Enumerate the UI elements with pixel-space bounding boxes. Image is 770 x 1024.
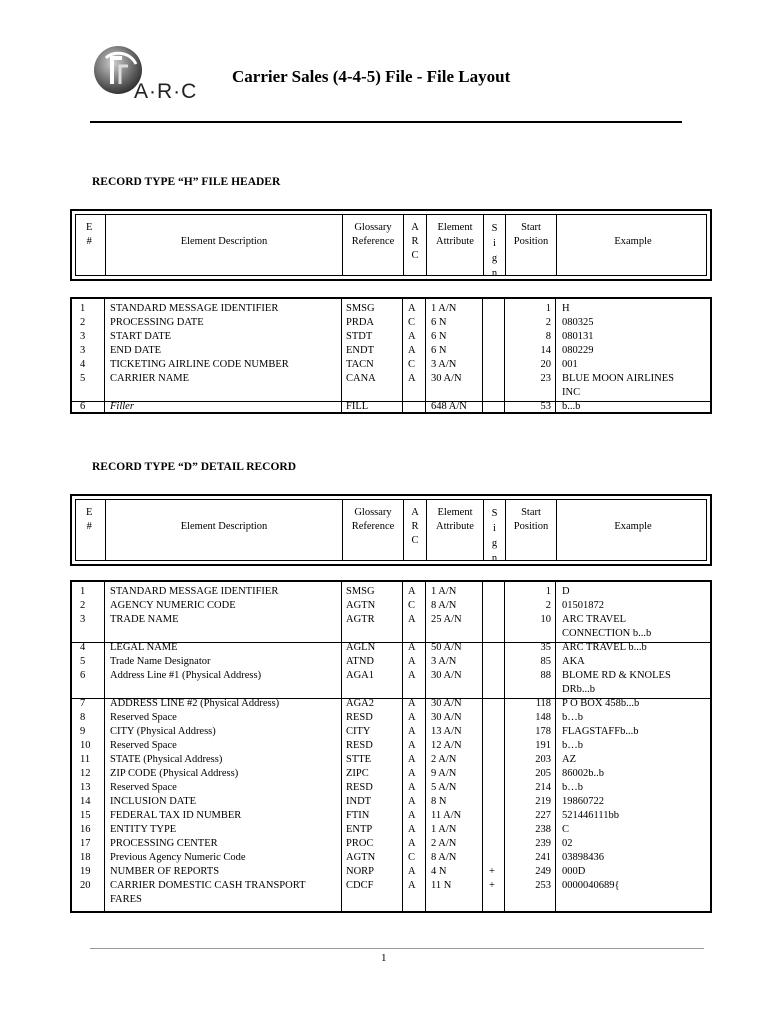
table-row [72, 837, 710, 851]
element-description: TRADE NAME [110, 614, 179, 625]
row-number: 1 [80, 586, 86, 597]
table-row [72, 711, 710, 725]
element-description: Reserved Space [110, 740, 177, 751]
section-h-table [70, 297, 712, 414]
glossary-reference: AGTN [346, 852, 376, 863]
arc-code: A [408, 345, 416, 356]
element-attribute: 3 A/N [431, 359, 457, 370]
arc-code: A [408, 614, 416, 625]
arc-code: A [408, 726, 416, 737]
table-row [72, 613, 710, 641]
element-description: INCLUSION DATE [110, 796, 197, 807]
element-attribute: 30 A/N [431, 373, 462, 384]
start-position: 214 [535, 782, 551, 793]
element-description: LEGAL NAME [110, 642, 178, 653]
example-value: C [562, 824, 570, 835]
table-row [72, 400, 710, 414]
arc-code: A [408, 740, 416, 751]
glossary-reference: SMSG [346, 303, 375, 314]
start-position: 2 [545, 600, 551, 611]
element-attribute: 8 A/N [431, 600, 457, 611]
table-row [72, 302, 710, 316]
element-description: Address Line #1 (Physical Address) [110, 670, 262, 681]
element-attribute: 648 A/N [431, 401, 467, 412]
section-d-column-header [70, 494, 712, 566]
row-number: 8 [80, 712, 86, 723]
arc-code: A [408, 331, 416, 342]
glossary-reference: STTE [346, 754, 372, 765]
start-position: 148 [535, 712, 551, 723]
element-description: AGENCY NUMERIC CODE [110, 600, 236, 611]
arc-code: A [408, 796, 416, 807]
row-number: 2 [80, 600, 86, 611]
table-row [72, 372, 710, 400]
arc-code: A [408, 586, 416, 597]
start-position: 227 [535, 810, 551, 821]
row-number: 4 [80, 359, 86, 370]
col-sign-header: S i g n [491, 508, 498, 564]
arc-code: A [408, 656, 416, 667]
section-d-title: RECORD TYPE “D” DETAIL RECORD [92, 461, 297, 473]
start-position: 53 [540, 401, 551, 412]
col-attr-header: Element Attribute [436, 507, 474, 532]
element-description: START DATE [110, 331, 172, 342]
glossary-reference: FTIN [346, 810, 370, 821]
element-description: Filler [110, 401, 134, 412]
glossary-reference: ENTP [346, 824, 373, 835]
sign-flag: + [489, 880, 495, 891]
start-position: 191 [535, 740, 551, 751]
arc-code: A [408, 303, 416, 314]
row-number: 6 [80, 401, 86, 412]
start-position: 88 [540, 670, 551, 681]
row-number: 16 [80, 824, 91, 835]
table-row [72, 795, 710, 809]
element-attribute: 8 N [431, 796, 447, 807]
start-position: 2 [545, 317, 551, 328]
table-row [72, 823, 710, 837]
glossary-reference: AGLN [346, 642, 376, 653]
example-value: b…b [562, 782, 583, 793]
row-number: 5 [80, 373, 86, 384]
glossary-reference: CITY [346, 726, 371, 737]
element-description: CARRIER DOMESTIC CASH TRANSPORT FARES [110, 880, 306, 905]
arc-code: A [408, 838, 416, 849]
glossary-reference: RESD [346, 782, 373, 793]
example-value: 080229 [562, 345, 594, 356]
example-value: P O BOX 458b...b [562, 698, 640, 709]
element-attribute: 12 A/N [431, 740, 462, 751]
table-row [72, 316, 710, 330]
glossary-reference: AGA2 [346, 698, 374, 709]
start-position: 249 [535, 866, 551, 877]
element-attribute: 30 A/N [431, 712, 462, 723]
table-row [72, 697, 710, 711]
element-description: ADDRESS LINE #2 (Physical Address) [110, 698, 280, 709]
table-row [72, 865, 710, 879]
example-value: ARC TRAVEL CONNECTION b...b [562, 614, 652, 639]
start-position: 85 [540, 656, 551, 667]
glossary-reference: AGTR [346, 614, 375, 625]
element-description: Previous Agency Numeric Code [110, 852, 246, 863]
arc-code: A [408, 754, 416, 765]
table-row [72, 358, 710, 372]
page-number: 1 [381, 952, 387, 964]
col-glossary-header: Glossary Reference [351, 222, 395, 247]
start-position: 219 [535, 796, 551, 807]
element-attribute: 4 N [431, 866, 447, 877]
element-description: END DATE [110, 345, 162, 356]
table-row [72, 655, 710, 669]
start-position: 238 [535, 824, 551, 835]
document-title: Carrier Sales (4-4-5) File - File Layout [232, 67, 511, 86]
table-row [72, 767, 710, 781]
start-position: 178 [535, 726, 551, 737]
element-description: NUMBER OF REPORTS [110, 866, 220, 877]
row-number: 18 [80, 852, 91, 863]
col-attr-header: Element Attribute [436, 222, 474, 247]
arc-code: A [408, 768, 416, 779]
element-description: PROCESSING CENTER [110, 838, 218, 849]
row-number: 7 [80, 698, 86, 709]
element-attribute: 6 N [431, 317, 447, 328]
element-attribute: 2 A/N [431, 754, 457, 765]
element-description: STANDARD MESSAGE IDENTIFIER [110, 303, 279, 314]
example-value: 521446111bb [562, 810, 619, 821]
table-row [72, 641, 710, 655]
row-number: 11 [80, 754, 91, 765]
arc-code: A [408, 373, 416, 384]
example-value: b...b [562, 401, 581, 412]
example-value: AKA [562, 656, 585, 667]
title-divider [90, 121, 682, 123]
glossary-reference: ATND [346, 656, 374, 667]
row-number: 17 [80, 838, 91, 849]
example-value: FLAGSTAFFb...b [562, 726, 639, 737]
arc-code: C [408, 359, 416, 370]
arc-code: C [408, 852, 416, 863]
col-desc-header: Element Description [180, 521, 268, 532]
example-value: 03898436 [562, 852, 604, 863]
element-attribute: 1 A/N [431, 586, 457, 597]
table-row [72, 851, 710, 865]
element-description: STANDARD MESSAGE IDENTIFIER [110, 586, 279, 597]
glossary-reference: TACN [346, 359, 374, 370]
row-number: 9 [80, 726, 86, 737]
element-attribute: 1 A/N [431, 303, 457, 314]
col-start-header: Start Position [513, 507, 549, 532]
arc-code: A [408, 824, 416, 835]
arc-code: A [408, 642, 416, 653]
example-value: 080131 [562, 331, 594, 342]
col-e-header: E # [86, 222, 93, 247]
example-value: 000D [562, 866, 586, 877]
element-description: CARRIER NAME [110, 373, 190, 384]
start-position: 1 [545, 586, 551, 597]
sign-flag: + [489, 866, 495, 877]
start-position: 205 [535, 768, 551, 779]
example-value: D [562, 586, 570, 597]
start-position: 239 [535, 838, 551, 849]
example-value: ARC TRAVEL b...b [562, 642, 647, 653]
glossary-reference: CANA [346, 373, 376, 384]
start-position: 253 [535, 880, 551, 891]
example-value: H [562, 303, 570, 314]
col-example-header: Example [614, 521, 652, 532]
table-row [72, 330, 710, 344]
table-row [72, 585, 710, 599]
start-position: 23 [540, 373, 551, 384]
element-description: FEDERAL TAX ID NUMBER [110, 810, 242, 821]
footer-divider [90, 948, 704, 949]
element-attribute: 25 A/N [431, 614, 462, 625]
glossary-reference: SMSG [346, 586, 375, 597]
section-h-title: RECORD TYPE “H” FILE HEADER [92, 176, 281, 188]
col-example-header: Example [614, 236, 652, 247]
glossary-reference: INDT [346, 796, 372, 807]
row-number: 15 [80, 810, 91, 821]
element-attribute: 1 A/N [431, 824, 457, 835]
start-position: 241 [535, 852, 551, 863]
arc-code: A [408, 782, 416, 793]
glossary-reference: ZIPC [346, 768, 369, 779]
row-number: 20 [80, 880, 91, 891]
example-value: b…b [562, 740, 583, 751]
element-attribute: 6 N [431, 345, 447, 356]
start-position: 20 [540, 359, 551, 370]
start-position: 118 [535, 698, 551, 709]
col-arc-header: A R C [411, 222, 419, 261]
col-start-header: Start Position [513, 222, 549, 247]
arc-code: C [408, 317, 416, 328]
element-attribute: 30 A/N [431, 670, 462, 681]
row-number: 1 [80, 303, 86, 314]
element-description: Reserved Space [110, 782, 177, 793]
arc-code: A [408, 698, 416, 709]
table-row [72, 809, 710, 823]
element-attribute: 6 N [431, 331, 447, 342]
example-value: 19860722 [562, 796, 604, 807]
example-value: BLOME RD & KNOLES DRb...b [562, 670, 671, 695]
element-attribute: 3 A/N [431, 656, 457, 667]
table-row [72, 669, 710, 697]
element-description: PROCESSING DATE [110, 317, 204, 328]
row-number: 19 [80, 866, 91, 877]
row-number: 3 [80, 345, 86, 356]
glossary-reference: AGTN [346, 600, 376, 611]
element-description: ZIP CODE (Physical Address) [110, 768, 239, 779]
table-row [72, 781, 710, 795]
row-number: 12 [80, 768, 91, 779]
element-description: Trade Name Designator [110, 656, 211, 667]
row-number: 6 [80, 670, 86, 681]
arc-code: A [408, 712, 416, 723]
logo-text: A·R·C [134, 80, 198, 103]
arc-code: A [408, 810, 416, 821]
element-attribute: 50 A/N [431, 642, 462, 653]
arc-code: A [408, 880, 416, 891]
glossary-reference: ENDT [346, 345, 374, 356]
element-attribute: 11 A/N [431, 810, 462, 821]
glossary-reference: RESD [346, 740, 373, 751]
glossary-reference: PRDA [346, 317, 375, 328]
row-number: 5 [80, 656, 86, 667]
element-attribute: 30 A/N [431, 698, 462, 709]
table-row [72, 879, 710, 905]
start-position: 203 [535, 754, 551, 765]
element-description: STATE (Physical Address) [110, 754, 223, 765]
row-number: 14 [80, 796, 91, 807]
element-attribute: 8 A/N [431, 852, 457, 863]
col-desc-header: Element Description [180, 236, 268, 247]
example-value: b…b [562, 712, 583, 723]
example-value: 86002b..b [562, 768, 604, 779]
glossary-reference: NORP [346, 866, 375, 877]
start-position: 8 [545, 331, 551, 342]
table-row [72, 344, 710, 358]
arc-code: A [408, 670, 416, 681]
element-description: Reserved Space [110, 712, 177, 723]
element-attribute: 11 N [431, 880, 452, 891]
example-value: 02 [562, 838, 573, 849]
example-value: 001 [562, 359, 578, 370]
glossary-reference: PROC [346, 838, 374, 849]
table-row [72, 739, 710, 753]
glossary-reference: STDT [346, 331, 373, 342]
element-description: ENTITY TYPE [110, 824, 177, 835]
example-value: 0000040689{ [562, 880, 620, 891]
row-number: 13 [80, 782, 91, 793]
glossary-reference: RESD [346, 712, 373, 723]
table-row [72, 599, 710, 613]
element-attribute: 5 A/N [431, 782, 457, 793]
col-sign-header: S i g n [491, 223, 498, 279]
start-position: 35 [540, 642, 551, 653]
glossary-reference: FILL [346, 401, 369, 412]
section-h-column-header [70, 209, 712, 281]
element-attribute: 2 A/N [431, 838, 457, 849]
start-position: 10 [540, 614, 551, 625]
example-value: 080325 [562, 317, 594, 328]
glossary-reference: AGA1 [346, 670, 374, 681]
table-row [72, 753, 710, 767]
section-d-table [70, 580, 712, 913]
element-attribute: 13 A/N [431, 726, 462, 737]
start-position: 1 [545, 303, 551, 314]
row-number: 3 [80, 614, 86, 625]
glossary-reference: CDCF [346, 880, 374, 891]
col-e-header: E # [86, 507, 93, 532]
col-glossary-header: Glossary Reference [351, 507, 395, 532]
row-number: 2 [80, 317, 86, 328]
element-description: CITY (Physical Address) [110, 726, 216, 737]
element-attribute: 9 A/N [431, 768, 457, 779]
element-description: TICKETING AIRLINE CODE NUMBER [110, 359, 289, 370]
example-value: 01501872 [562, 600, 604, 611]
row-number: 3 [80, 331, 86, 342]
example-value: AZ [562, 754, 576, 765]
start-position: 14 [540, 345, 551, 356]
arc-code: A [408, 866, 416, 877]
arc-code: C [408, 600, 416, 611]
row-number: 4 [80, 642, 86, 653]
example-value: BLUE MOON AIRLINES INC [562, 373, 674, 398]
table-row [72, 725, 710, 739]
row-number: 10 [80, 740, 91, 751]
col-arc-header: A R C [411, 507, 419, 546]
